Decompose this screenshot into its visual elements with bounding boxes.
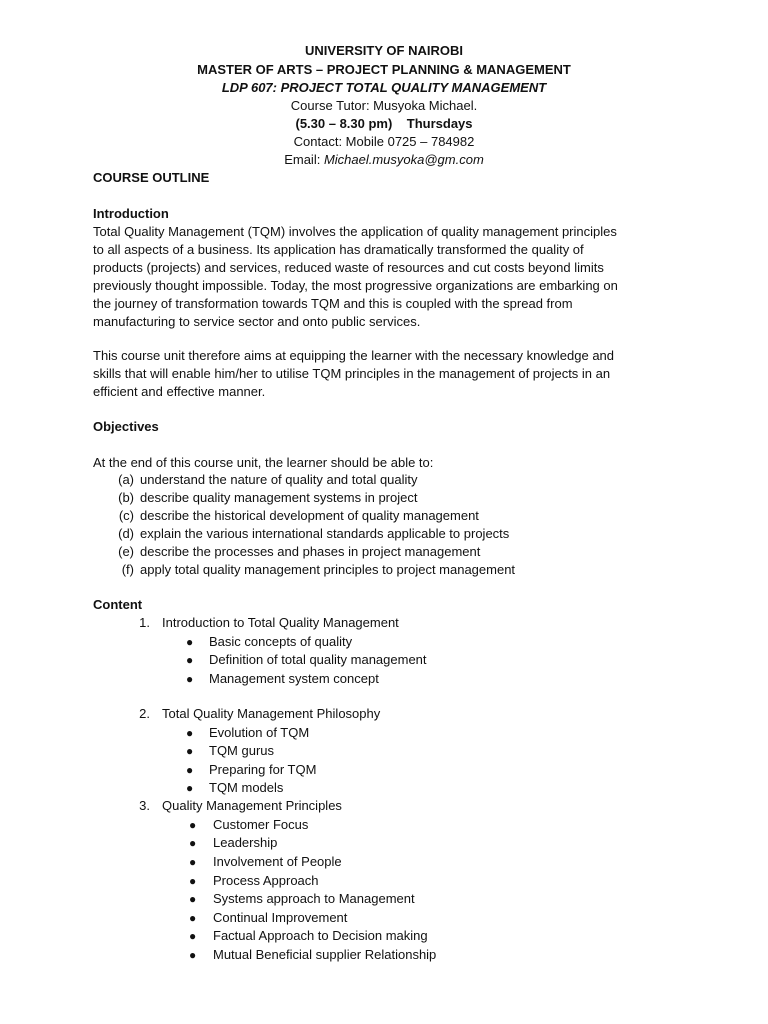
paragraph-line: manufacturing to service sector and onto public services.	[93, 314, 421, 329]
bullet-icon: ●	[189, 929, 197, 943]
university-name: UNIVERSITY OF NAIROBI	[305, 43, 463, 58]
bullet-item: Basic concepts of quality	[209, 634, 353, 649]
introduction-heading: Introduction	[93, 206, 169, 221]
paragraph-line: efficient and effective manner.	[93, 384, 266, 399]
bullet-item: TQM models	[209, 780, 284, 795]
list-marker: (e)	[118, 544, 134, 559]
list-marker: (c)	[118, 508, 134, 523]
bullet-icon: ●	[189, 855, 197, 869]
bullet-item: Systems approach to Management	[213, 891, 415, 906]
class-schedule	[0, 115, 768, 133]
programme-title: MASTER OF ARTS – PROJECT PLANNING & MANAGEMENT	[197, 62, 571, 77]
bullet-icon: ●	[186, 726, 194, 740]
paragraph-line: This course unit therefore aims at equipping the learner with the necessary knowledge and	[93, 348, 615, 363]
objectives-heading: Objectives	[93, 419, 159, 434]
course-tutor: Course Tutor: Musyoka Michael.	[290, 98, 478, 113]
class-day: Thursdays	[406, 116, 473, 131]
list-marker: (d)	[118, 526, 134, 541]
list-item-text: apply total quality management principles to project management	[140, 562, 516, 577]
bullet-item: Definition of total quality management	[209, 652, 427, 667]
list-item-text: describe quality management systems in project	[140, 490, 418, 505]
email-label: Email:	[284, 152, 324, 167]
bullet-icon: ●	[186, 672, 194, 686]
paragraph-line: to all aspects of a business. Its application has dramatically transformed the quality of	[93, 242, 584, 257]
bullet-item: TQM gurus	[209, 743, 275, 758]
bullet-item: Factual Approach to Decision making	[213, 928, 428, 943]
bullet-item: Management system concept	[209, 671, 379, 686]
bullet-icon: ●	[186, 635, 194, 649]
list-item-text: understand the nature of quality and total quality	[140, 472, 418, 487]
list-marker: (f)	[121, 562, 134, 577]
bullet-icon: ●	[189, 836, 197, 850]
paragraph-line: previously thought impossible. Today, the most progressive organizations are embarking on	[93, 278, 618, 293]
paragraph-line: the journey of transformation towards TQM and this is coupled with the spread from	[93, 296, 573, 311]
section-number: 2.	[139, 706, 150, 721]
email-address: Michael.musyoka@gm.com	[323, 152, 484, 167]
list-item-text: explain the various international standards applicable to projects	[140, 526, 510, 541]
section-title: Quality Management Principles	[162, 798, 342, 813]
section-title: Introduction to Total Quality Management	[162, 615, 399, 630]
course-outline-heading: COURSE OUTLINE	[93, 170, 210, 185]
bullet-icon: ●	[186, 781, 194, 795]
bullet-item: Customer Focus	[213, 817, 309, 832]
bullet-item: Preparing for TQM	[209, 762, 317, 777]
section-number: 3.	[139, 798, 150, 813]
course-code-title: LDP 607: PROJECT TOTAL QUALITY MANAGEMENT	[221, 80, 547, 95]
paragraph-line: Total Quality Management (TQM) involves the application of quality management principles	[93, 224, 617, 239]
objectives-lead: At the end of this course unit, the learner should be able to:	[93, 455, 434, 470]
introduction-paragraph-2	[93, 347, 683, 401]
section-title: Total Quality Management Philosophy	[162, 706, 381, 721]
class-time: (5.30 – 8.30 pm)	[295, 116, 393, 131]
bullet-item: Process Approach	[213, 873, 319, 888]
list-marker: (b)	[118, 490, 134, 505]
list-item-text: describe the historical development of quality management	[140, 508, 479, 523]
paragraph-line: products (projects) and services, reduced waste of resources and cut costs beyond limits	[93, 260, 604, 275]
bullet-item: Evolution of TQM	[209, 725, 310, 740]
bullet-icon: ●	[186, 763, 194, 777]
bullet-icon: ●	[186, 744, 194, 758]
bullet-icon: ●	[189, 911, 197, 925]
introduction-paragraph-1	[93, 223, 683, 331]
bullet-item: Mutual Beneficial supplier Relationship	[213, 947, 437, 962]
section-number: 1.	[139, 615, 150, 630]
contact-mobile: Contact: Mobile 0725 – 784982	[293, 134, 475, 149]
bullet-icon: ●	[189, 818, 197, 832]
bullet-icon: ●	[189, 948, 197, 962]
bullet-icon: ●	[186, 653, 194, 667]
list-item-text: describe the processes and phases in project management	[140, 544, 481, 559]
bullet-icon: ●	[189, 874, 197, 888]
content-heading: Content	[93, 597, 143, 612]
list-marker: (a)	[118, 472, 134, 487]
paragraph-line: skills that will enable him/her to utilise TQM principles in the management of projects in an	[93, 366, 611, 381]
contact-email-line	[0, 151, 768, 169]
bullet-icon: ●	[189, 892, 197, 906]
bullet-item: Leadership	[213, 835, 278, 850]
bullet-item: Continual Improvement	[213, 910, 348, 925]
bullet-item: Involvement of People	[213, 854, 342, 869]
